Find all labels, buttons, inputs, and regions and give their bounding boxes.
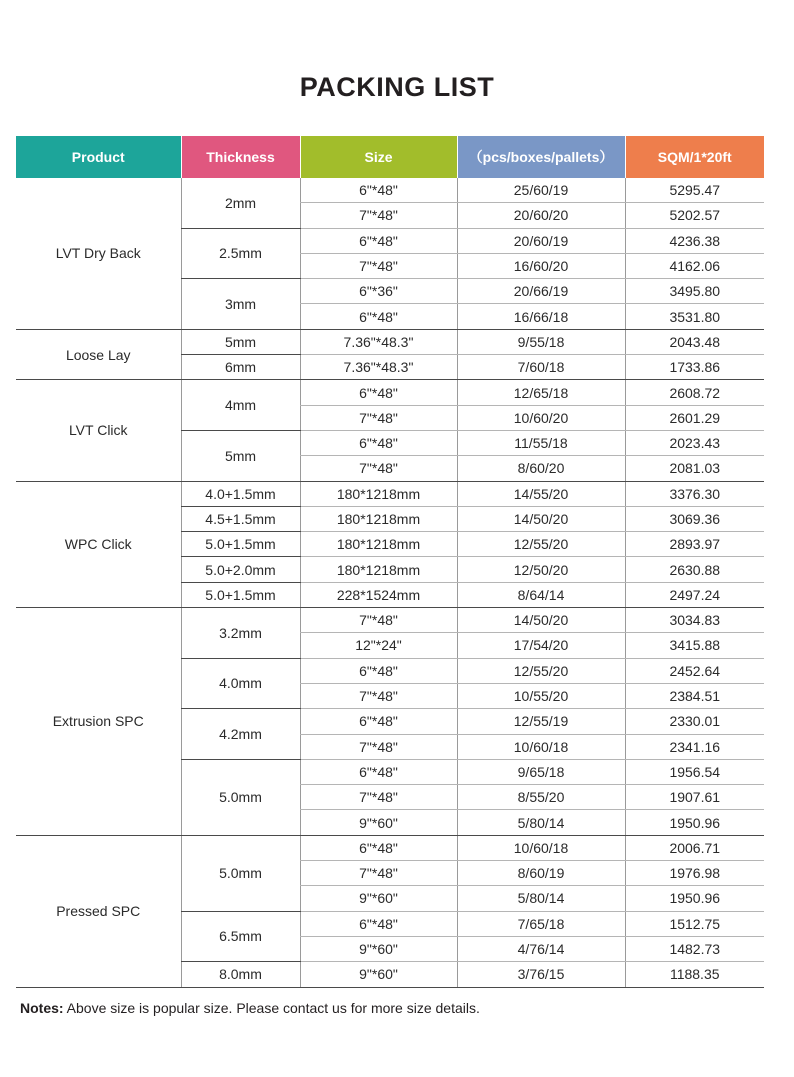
pcs-cell: 10/60/20 bbox=[457, 405, 625, 430]
size-cell: 180*1218mm bbox=[300, 557, 457, 582]
pcs-cell: 16/66/18 bbox=[457, 304, 625, 329]
sqm-cell: 3531.80 bbox=[625, 304, 764, 329]
thickness-cell: 3.2mm bbox=[181, 608, 300, 659]
table-row bbox=[16, 178, 764, 203]
size-cell: 7"*48" bbox=[300, 683, 457, 708]
notes-label: Notes: bbox=[20, 1000, 64, 1016]
sqm-cell: 2601.29 bbox=[625, 405, 764, 430]
sqm-cell: 2081.03 bbox=[625, 456, 764, 481]
size-cell: 6"*48" bbox=[300, 759, 457, 784]
table-row bbox=[16, 608, 764, 633]
sqm-cell: 1907.61 bbox=[625, 785, 764, 810]
thickness-cell: 5.0mm bbox=[181, 759, 300, 835]
product-cell: LVT Dry Back bbox=[16, 178, 181, 329]
sqm-cell: 3069.36 bbox=[625, 506, 764, 531]
thickness-cell: 6.5mm bbox=[181, 911, 300, 962]
pcs-cell: 5/80/14 bbox=[457, 886, 625, 911]
pcs-cell: 8/60/19 bbox=[457, 861, 625, 886]
pcs-cell: 11/55/18 bbox=[457, 430, 625, 455]
size-cell: 6"*36" bbox=[300, 279, 457, 304]
size-cell: 7"*48" bbox=[300, 203, 457, 228]
sqm-cell: 1482.73 bbox=[625, 936, 764, 961]
size-cell: 7"*48" bbox=[300, 785, 457, 810]
product-cell: Loose Lay bbox=[16, 329, 181, 380]
size-cell: 6"*48" bbox=[300, 911, 457, 936]
thickness-cell: 4.0mm bbox=[181, 658, 300, 709]
sqm-cell: 2893.97 bbox=[625, 532, 764, 557]
size-cell: 9"*60" bbox=[300, 886, 457, 911]
notes-text: Above size is popular size. Please contact us for more size details. bbox=[63, 1000, 480, 1016]
size-cell: 6"*48" bbox=[300, 835, 457, 860]
table-body bbox=[16, 178, 764, 987]
sqm-cell: 2608.72 bbox=[625, 380, 764, 405]
size-cell: 6"*48" bbox=[300, 658, 457, 683]
product-cell: WPC Click bbox=[16, 481, 181, 607]
header-sqm: SQM/1*20ft bbox=[625, 136, 764, 178]
thickness-cell: 2.5mm bbox=[181, 228, 300, 279]
sqm-cell: 4236.38 bbox=[625, 228, 764, 253]
size-cell: 180*1218mm bbox=[300, 481, 457, 506]
size-cell: 7"*48" bbox=[300, 734, 457, 759]
pcs-cell: 12/55/20 bbox=[457, 532, 625, 557]
header-product: Product bbox=[16, 136, 181, 178]
pcs-cell: 3/76/15 bbox=[457, 962, 625, 987]
sqm-cell: 1976.98 bbox=[625, 861, 764, 886]
thickness-cell: 4mm bbox=[181, 380, 300, 431]
page-title: PACKING LIST bbox=[299, 72, 495, 102]
thickness-cell: 8.0mm bbox=[181, 962, 300, 987]
sqm-cell: 2384.51 bbox=[625, 683, 764, 708]
table-row bbox=[16, 481, 764, 506]
pcs-cell: 9/55/18 bbox=[457, 329, 625, 354]
header-row bbox=[16, 136, 764, 178]
pcs-cell: 20/66/19 bbox=[457, 279, 625, 304]
sqm-cell: 2630.88 bbox=[625, 557, 764, 582]
size-cell: 180*1218mm bbox=[300, 506, 457, 531]
thickness-cell: 5.0+1.5mm bbox=[181, 582, 300, 607]
size-cell: 7"*48" bbox=[300, 608, 457, 633]
pcs-cell: 8/64/14 bbox=[457, 582, 625, 607]
packing-list-table bbox=[16, 136, 764, 988]
thickness-cell: 3mm bbox=[181, 279, 300, 330]
size-cell: 228*1524mm bbox=[300, 582, 457, 607]
pcs-cell: 16/60/20 bbox=[457, 253, 625, 278]
sqm-cell: 2497.24 bbox=[625, 582, 764, 607]
sqm-cell: 3415.88 bbox=[625, 633, 764, 658]
header-thickness: Thickness bbox=[181, 136, 300, 178]
table-row bbox=[16, 329, 764, 354]
table-row bbox=[16, 380, 764, 405]
pcs-cell: 25/60/19 bbox=[457, 178, 625, 203]
product-cell: Pressed SPC bbox=[16, 835, 181, 987]
thickness-cell: 4.0+1.5mm bbox=[181, 481, 300, 506]
sqm-cell: 1733.86 bbox=[625, 355, 764, 380]
sqm-cell: 1950.96 bbox=[625, 886, 764, 911]
sqm-cell: 1512.75 bbox=[625, 911, 764, 936]
pcs-cell: 10/60/18 bbox=[457, 835, 625, 860]
size-cell: 7.36"*48.3" bbox=[300, 329, 457, 354]
thickness-cell: 5.0mm bbox=[181, 835, 300, 911]
table-row bbox=[16, 835, 764, 860]
notes bbox=[20, 1000, 480, 1016]
thickness-cell: 6mm bbox=[181, 355, 300, 380]
pcs-cell: 12/55/19 bbox=[457, 709, 625, 734]
pcs-cell: 14/55/20 bbox=[457, 481, 625, 506]
sqm-cell: 2341.16 bbox=[625, 734, 764, 759]
pcs-cell: 7/60/18 bbox=[457, 355, 625, 380]
sqm-cell: 2452.64 bbox=[625, 658, 764, 683]
pcs-cell: 12/50/20 bbox=[457, 557, 625, 582]
pcs-cell: 14/50/20 bbox=[457, 608, 625, 633]
sqm-cell: 5202.57 bbox=[625, 203, 764, 228]
size-cell: 7"*48" bbox=[300, 456, 457, 481]
sqm-cell: 1956.54 bbox=[625, 759, 764, 784]
size-cell: 12"*24" bbox=[300, 633, 457, 658]
size-cell: 6"*48" bbox=[300, 709, 457, 734]
thickness-cell: 4.5+1.5mm bbox=[181, 506, 300, 531]
pcs-cell: 12/55/20 bbox=[457, 658, 625, 683]
sqm-cell: 5295.47 bbox=[625, 178, 764, 203]
header-pcs-boxes-pallets: （pcs/boxes/pallets） bbox=[457, 136, 625, 178]
thickness-cell: 2mm bbox=[181, 178, 300, 228]
sqm-cell: 2043.48 bbox=[625, 329, 764, 354]
pcs-cell: 20/60/20 bbox=[457, 203, 625, 228]
sqm-cell: 4162.06 bbox=[625, 253, 764, 278]
size-cell: 7"*48" bbox=[300, 405, 457, 430]
product-cell: LVT Click bbox=[16, 380, 181, 481]
sqm-cell: 2006.71 bbox=[625, 835, 764, 860]
size-cell: 180*1218mm bbox=[300, 532, 457, 557]
pcs-cell: 8/60/20 bbox=[457, 456, 625, 481]
sqm-cell: 3376.30 bbox=[625, 481, 764, 506]
size-cell: 6"*48" bbox=[300, 178, 457, 203]
pcs-cell: 12/65/18 bbox=[457, 380, 625, 405]
size-cell: 7"*48" bbox=[300, 861, 457, 886]
sqm-cell: 1950.96 bbox=[625, 810, 764, 835]
pcs-cell: 14/50/20 bbox=[457, 506, 625, 531]
pcs-cell: 20/60/19 bbox=[457, 228, 625, 253]
pcs-cell: 7/65/18 bbox=[457, 911, 625, 936]
pcs-cell: 8/55/20 bbox=[457, 785, 625, 810]
size-cell: 6"*48" bbox=[300, 228, 457, 253]
size-cell: 6"*48" bbox=[300, 304, 457, 329]
size-cell: 9"*60" bbox=[300, 810, 457, 835]
thickness-cell: 5mm bbox=[181, 430, 300, 481]
pcs-cell: 4/76/14 bbox=[457, 936, 625, 961]
pcs-cell: 17/54/20 bbox=[457, 633, 625, 658]
sqm-cell: 2330.01 bbox=[625, 709, 764, 734]
pcs-cell: 10/60/18 bbox=[457, 734, 625, 759]
pcs-cell: 9/65/18 bbox=[457, 759, 625, 784]
pcs-cell: 5/80/14 bbox=[457, 810, 625, 835]
thickness-cell: 5.0+2.0mm bbox=[181, 557, 300, 582]
pcs-cell: 10/55/20 bbox=[457, 683, 625, 708]
thickness-cell: 5mm bbox=[181, 329, 300, 354]
sqm-cell: 3034.83 bbox=[625, 608, 764, 633]
size-cell: 6"*48" bbox=[300, 380, 457, 405]
sqm-cell: 3495.80 bbox=[625, 279, 764, 304]
size-cell: 6"*48" bbox=[300, 430, 457, 455]
thickness-cell: 4.2mm bbox=[181, 709, 300, 760]
size-cell: 9"*60" bbox=[300, 936, 457, 961]
sqm-cell: 1188.35 bbox=[625, 962, 764, 987]
product-cell: Extrusion SPC bbox=[16, 608, 181, 836]
size-cell: 7"*48" bbox=[300, 253, 457, 278]
size-cell: 7.36"*48.3" bbox=[300, 355, 457, 380]
header-size: Size bbox=[300, 136, 457, 178]
sqm-cell: 2023.43 bbox=[625, 430, 764, 455]
thickness-cell: 5.0+1.5mm bbox=[181, 532, 300, 557]
size-cell: 9"*60" bbox=[300, 962, 457, 987]
